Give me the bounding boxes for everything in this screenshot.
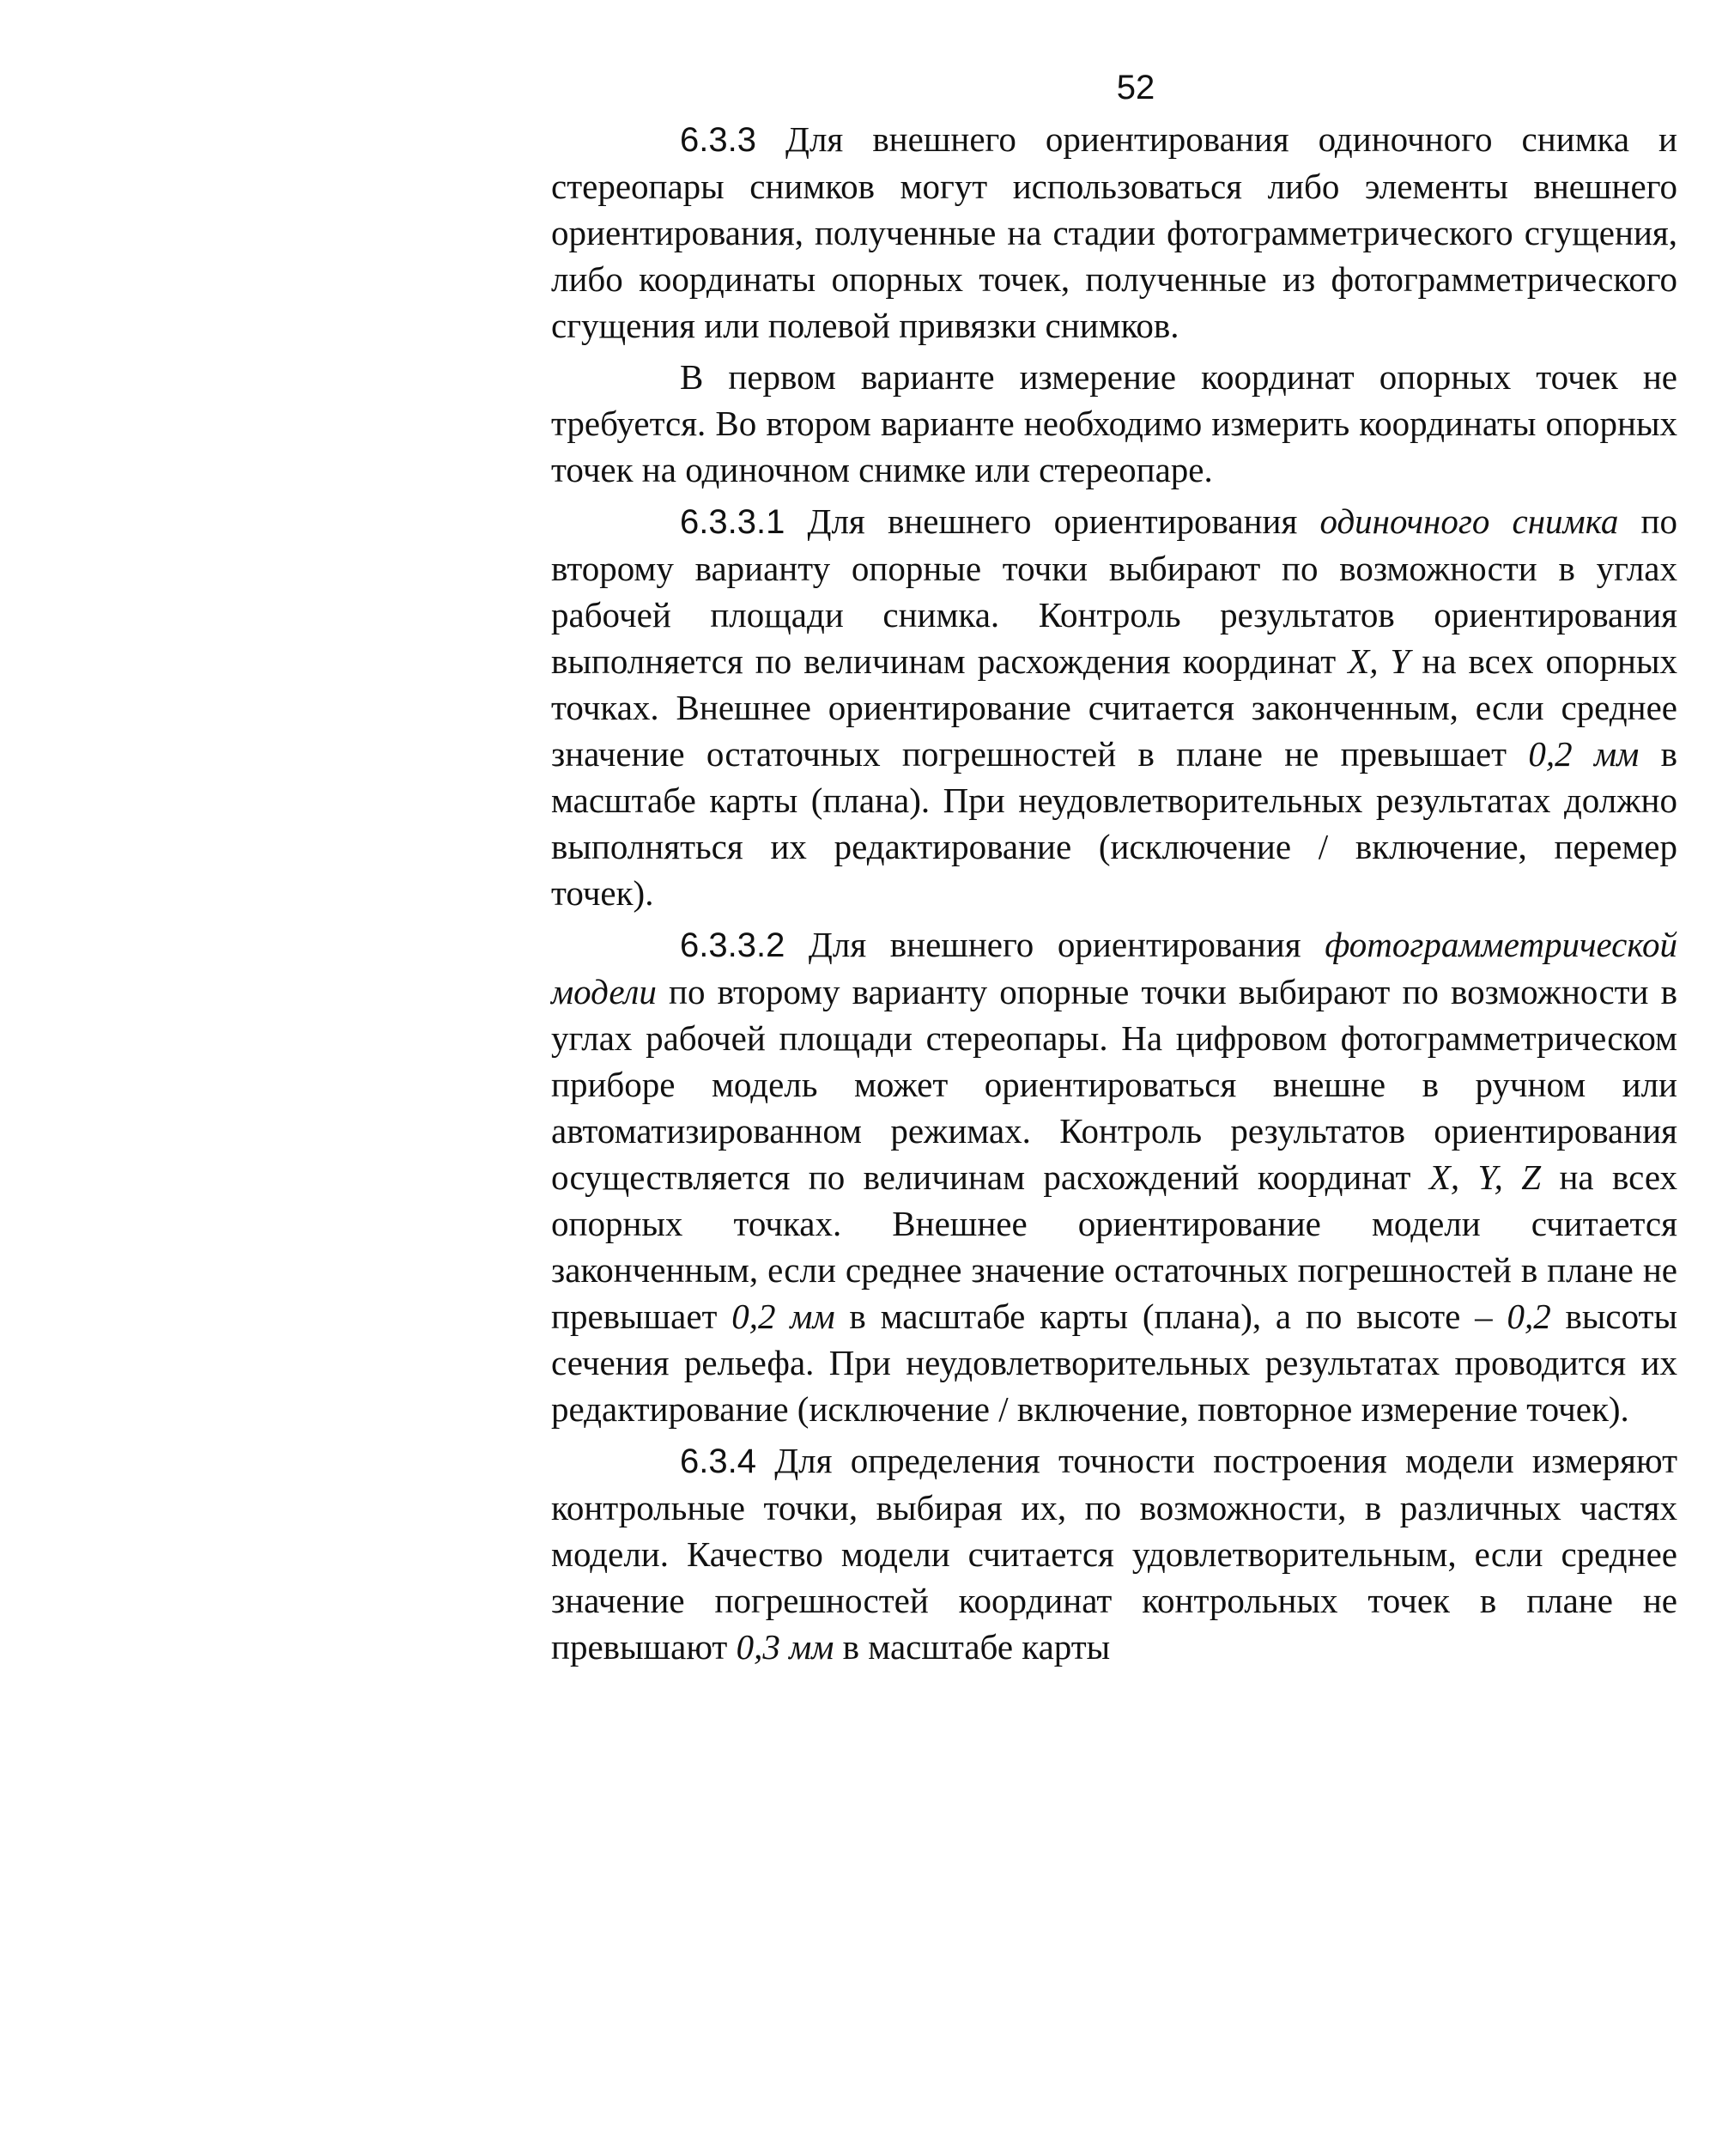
text-run: по второму варианту опорные точки выбирают по возможности в углах рабочей площади снимка. Контроль результатов ориентирования выполняется по величинам расхождения координат bbox=[551, 501, 1677, 681]
section-number: 6.3.4 bbox=[680, 1442, 756, 1480]
paragraph bbox=[551, 354, 1677, 493]
italic-term: X, Y bbox=[1348, 641, 1410, 681]
text-run: Для внешнего ориентирования одиночного снимка и стереопары снимков могут использоваться либо элементы внешнего ориентирования, полученные на стадии фотограмметрического сгущения, либо координаты опорных точек, полученные из фотограмметрического сгущения или полевой привязки снимков. bbox=[551, 119, 1677, 345]
text-run: Для определения точности построения модели измеряют контрольные точки, выбирая их, по возможности, в различных частях модели. Качество модели считается удовлетворительным, если среднее значение погрешностей координат контрольных точек в плане не превышают bbox=[551, 1441, 1677, 1667]
italic-term: фотограмметрической модели bbox=[551, 925, 1677, 1011]
paragraph bbox=[551, 116, 1677, 349]
text-run: в масштабе карты (плана), а по высоте – bbox=[834, 1297, 1507, 1336]
section-number: 6.3.3.1 bbox=[680, 503, 785, 541]
text-run: Для внешнего ориентирования bbox=[785, 925, 1325, 964]
paragraph bbox=[551, 1437, 1677, 1670]
text-run: в масштабе карты (плана). При неудовлетворительных результатах должно выполняться их редактирование (исключение / включение, перемер точек). bbox=[551, 734, 1678, 913]
italic-term: 0,2 bbox=[1507, 1297, 1551, 1336]
text-run: по второму варианту опорные точки выбирают по возможности в углах рабочей площади стереопары. На цифровом фотограмметрическом приборе модель может ориентироваться внешне в ручном или автоматизированном режимах. Контроль результатов ориентирования осуществляется по величинам расхождений координат bbox=[551, 972, 1677, 1197]
italic-term: одиночного снимка bbox=[1319, 501, 1619, 541]
text-run: В первом варианте измерение координат опорных точек не требуется. Во втором варианте необходимо измерить координаты опорных точек на одиночном снимке или стереопаре. bbox=[551, 357, 1677, 489]
paragraph bbox=[551, 498, 1677, 916]
text-run: на всех опорных точках. Внешнее ориентирование считается законченным, если среднее значение остаточных погрешностей в плане не превышает bbox=[551, 641, 1677, 774]
paragraph bbox=[551, 921, 1677, 1432]
text-run: в масштабе карты bbox=[834, 1627, 1111, 1667]
page-number: 52 bbox=[1116, 69, 1155, 106]
text-run: высоты сечения рельефа. При неудовлетворительных результатах проводится их редактирование (исключение / включение, повторное измерение точек). bbox=[551, 1297, 1678, 1429]
text-run: Для внешнего ориентирования bbox=[785, 501, 1320, 541]
italic-term: X, Y, Z bbox=[1428, 1157, 1542, 1197]
section-number: 6.3.3.2 bbox=[680, 926, 785, 964]
text-block bbox=[551, 116, 1677, 1670]
text-run: на всех опорных точках. Внешнее ориентирование модели считается законченным, если среднее значение остаточных погрешностей в плане не превышает bbox=[551, 1157, 1677, 1336]
section-number: 6.3.3 bbox=[680, 121, 756, 159]
italic-term: 0,3 мм bbox=[736, 1627, 834, 1667]
italic-term: 0,2 мм bbox=[1528, 734, 1640, 774]
italic-term: 0,2 мм bbox=[731, 1297, 835, 1336]
